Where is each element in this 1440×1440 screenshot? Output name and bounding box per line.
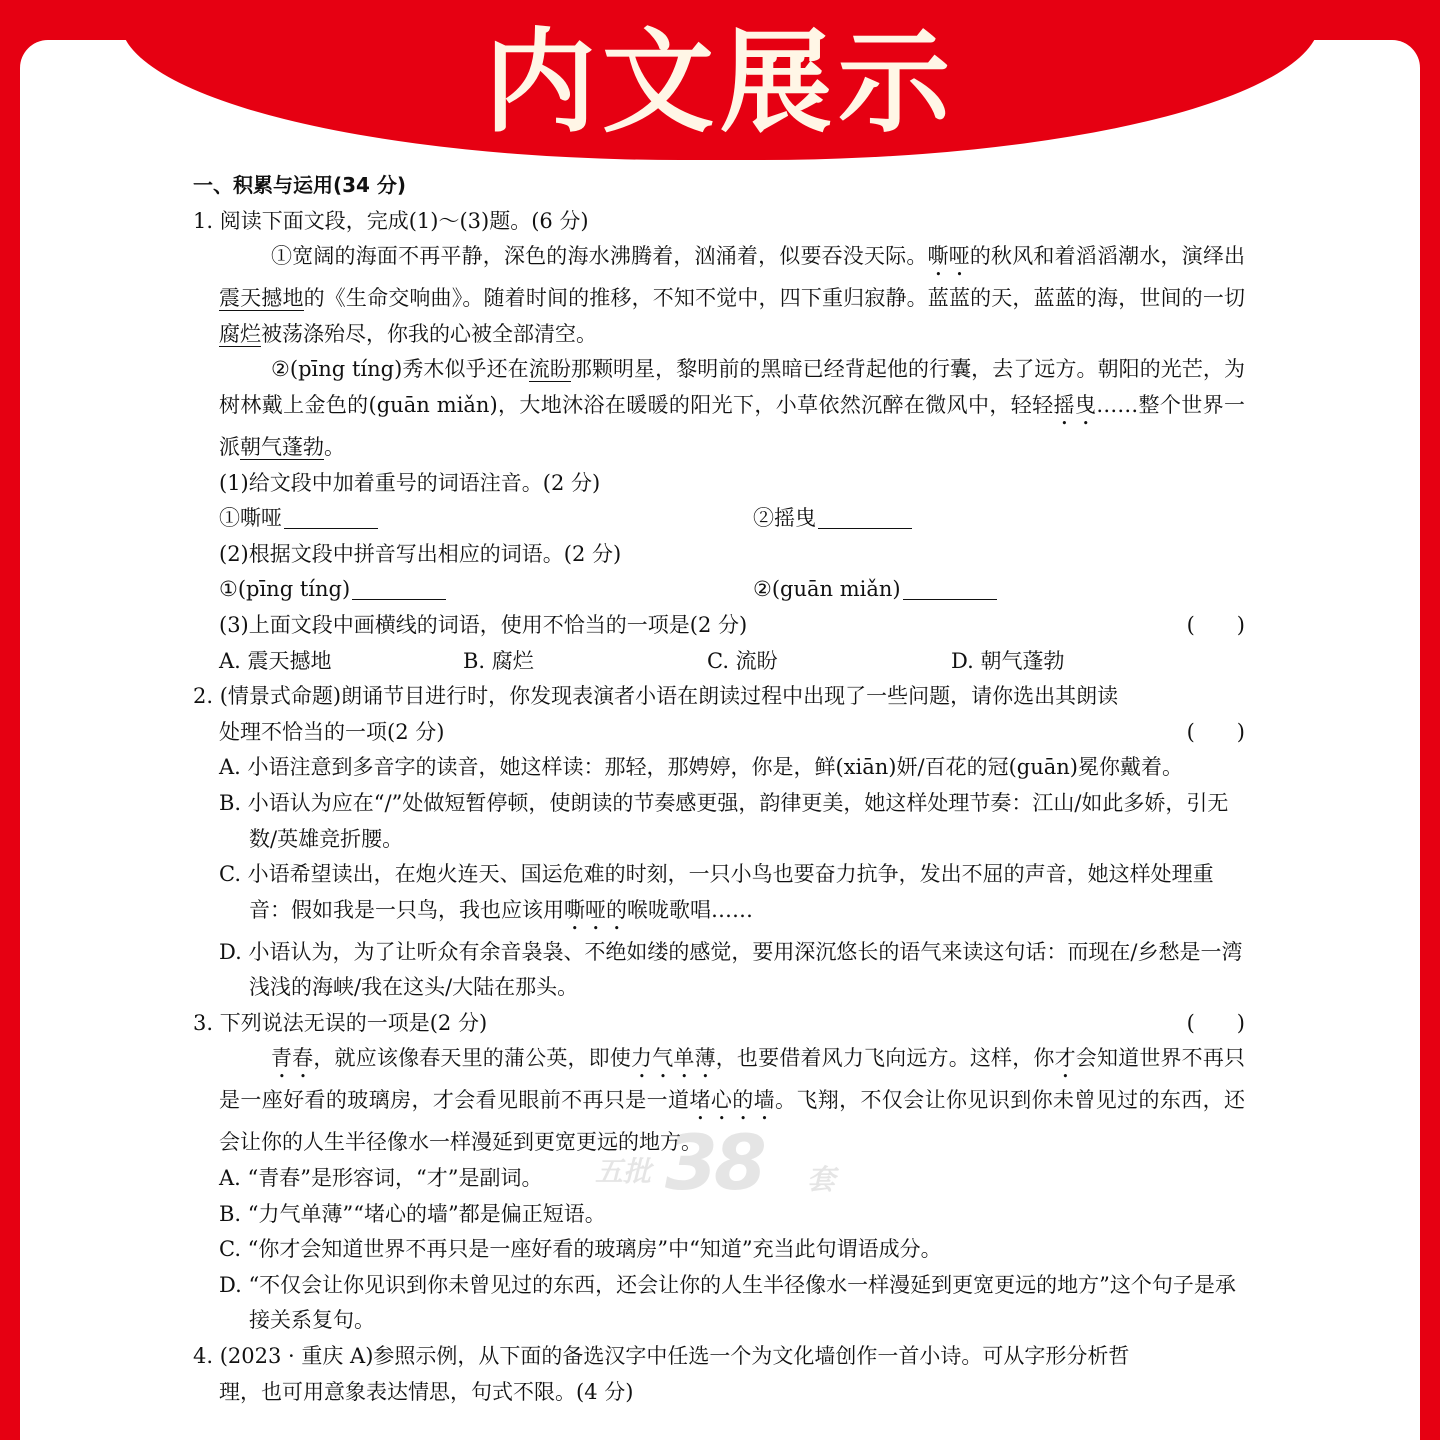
answer-blank[interactable] bbox=[903, 575, 997, 600]
underlined-word-zhentianhandi: 震天撼地 bbox=[219, 286, 304, 311]
q2-option-d: D. 小语认为，为了让听众有余音袅袅、不绝如缕的感觉，要用深沉悠长的语气来读这句话：而现在/乡愁是一湾浅浅的海峡/我在这头/大陆在那头。 bbox=[219, 939, 1243, 1000]
banner-title: 内文展示 bbox=[484, 18, 956, 148]
q1-stem: 1. 阅读下面文段，完成(1)～(3)题。(6 分) bbox=[193, 208, 589, 233]
emphasis-word: 嘶哑的 bbox=[564, 897, 627, 922]
q1-passage-2: ②(pīng tíng)秀木似乎还在流盼那颗明星，黎明前的黑暗已经背起他的行囊，去了远方。朝阳的光芒，为树林戴上金色的(guān miǎn)，大地沐浴在暖暖的阳光下，小草依然沉醉在微风中，轻轻摇曳……整个世界一派朝气蓬勃。 bbox=[219, 357, 1246, 459]
q3-stem: 3. 下列说法无误的一项是(2 分) ( ) bbox=[193, 1006, 1245, 1042]
q3-option-b: B. “力气单薄”“堵心的墙”都是偏正短语。 bbox=[219, 1201, 606, 1226]
section-heading: 一、积累与运用(34 分) bbox=[193, 173, 407, 197]
answer-blank[interactable] bbox=[818, 504, 912, 529]
q1-sub2: (2)根据文段中拼音写出相应的词语。(2 分) bbox=[219, 541, 622, 566]
option-c: C. 流盼 bbox=[707, 648, 778, 673]
underlined-word-liupan: 流盼 bbox=[528, 357, 571, 382]
underlined-word-zhaoqipengbo: 朝气蓬勃 bbox=[240, 434, 324, 459]
q3-option-a: A. “青春”是形容词，“才”是副词。 bbox=[219, 1166, 543, 1191]
answer-paren[interactable]: ( ) bbox=[1186, 1010, 1245, 1035]
q2-option-a: A. 小语注意到多音字的读音，她这样读：那轻，那娉婷，你是，鲜(xiān)妍/百花的冠(guān)冕你戴着。 bbox=[219, 755, 1183, 780]
answer-blank[interactable] bbox=[352, 575, 446, 600]
q3-option-d: D. “不仅会让你见识到你未曾见过的东西，还会让你的人生半径像水一样漫延到更宽更远的地方”这个句子是承接关系复句。 bbox=[219, 1272, 1236, 1333]
emphasis-word-cai: 才 bbox=[1054, 1046, 1076, 1071]
brand-watermark: 五批 38 套 bbox=[595, 1118, 836, 1207]
q1-sub1-answers: ①嘶哑 ②摇曳 bbox=[193, 501, 1245, 537]
q2-option-b: B. 小语认为应在“/”处做短暂停顿，使朗读的节奏感更强，韵律更美，她这样处理节奏：江山/如此多娇，引无数/英雄竞折腰。 bbox=[219, 790, 1229, 851]
exam-content bbox=[193, 168, 1245, 1410]
emphasis-word-siya: 嘶哑 bbox=[927, 244, 970, 269]
q1-passage-1: ①宽阔的海面不再平静，深色的海水沸腾着，汹涌着，似要吞没天际。嘶哑的秋风和着滔滔潮水，演绎出震天撼地的《生命交响曲》。随着时间的推移，不知不觉中，四下重归寂静。蓝蓝的天，蓝蓝的海，世间的一切腐烂被荡涤殆尽，你我的心被全部清空。 bbox=[219, 244, 1246, 346]
q4-stem-line1: 4. (2023 · 重庆 A)参照示例，从下面的备选汉字中任选一个为文化墙创作一首小诗。可从字形分析哲 bbox=[193, 1344, 1130, 1369]
q2-stem-line1: 2. (情景式命题)朗诵节目进行时，你发现表演者小语在朗读过程中出现了一些问题，请你选出其朗读 bbox=[193, 684, 1119, 709]
emphasis-word-qingchun: 青春 bbox=[271, 1046, 314, 1071]
option-a: A. 震天撼地 bbox=[219, 648, 332, 673]
q1-sub3: (3)上面文段中画横线的词语，使用不恰当的一项是(2 分) ( ) bbox=[193, 608, 1245, 644]
q1-sub2-answers: ①(pīng tíng) ②(guān miǎn) bbox=[193, 572, 1245, 608]
q3-passage: 青春，就应该像春天里的蒲公英，即使力气单薄，也要借着风力飞向远方。这样，你才会知道世界不再只是一座好看的玻璃房，才会看见眼前不再只是一道堵心的墙。飞翔，不仅会让你见识到你未曾见过的东西，还会让你的人生半径像水一样漫延到更宽更远的地方。 bbox=[219, 1046, 1246, 1155]
q1-options bbox=[193, 644, 1245, 680]
q4-stem-line2: 理，也可用意象表达情思，句式不限。(4 分) bbox=[219, 1379, 634, 1404]
answer-paren[interactable]: ( ) bbox=[1186, 719, 1245, 744]
underlined-word-fulan: 腐烂 bbox=[219, 321, 261, 346]
answer-blank[interactable] bbox=[284, 504, 378, 529]
emphasis-word-yaoye: 摇曳 bbox=[1053, 392, 1097, 417]
q2-option-c: C. 小语希望读出，在炮火连天、国运危难的时刻，一只小鸟也要奋力抗争，发出不屈的声音，她这样处理重音：假如我是一只鸟，我也应该用嘶哑的喉咙歌唱…… bbox=[219, 862, 1214, 922]
option-d: D. 朝气蓬勃 bbox=[951, 648, 1065, 673]
emphasis-word-duxindeqiang: 堵心的墙 bbox=[689, 1088, 775, 1113]
option-b: B. 腐烂 bbox=[463, 648, 534, 673]
emphasis-word-liqidanbo: 力气单薄 bbox=[631, 1046, 716, 1071]
answer-paren[interactable]: ( ) bbox=[1186, 612, 1245, 637]
q1-sub1: (1)给文段中加着重号的词语注音。(2 分) bbox=[219, 470, 601, 495]
q2-stem-line2: 处理不恰当的一项(2 分) ( ) bbox=[193, 715, 1245, 751]
q3-option-c: C. “你才会知道世界不再只是一座好看的玻璃房”中“知道”充当此句谓语成分。 bbox=[219, 1237, 942, 1262]
